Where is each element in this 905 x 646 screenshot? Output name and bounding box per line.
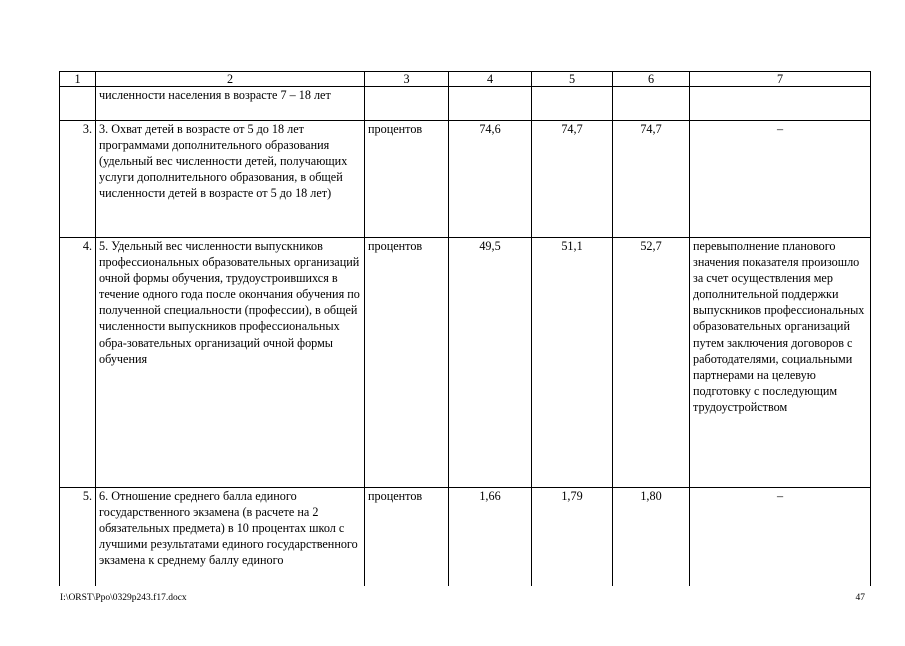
table-row xyxy=(60,121,871,238)
indicator-name: численности населения в возрасте 7 – 18 лет xyxy=(96,87,365,121)
header-col-4: 4 xyxy=(449,72,532,87)
unit xyxy=(365,87,449,121)
note xyxy=(690,87,871,121)
row-number xyxy=(60,87,96,121)
indicator-name: 3. Охват детей в возрасте от 5 до 18 лет программами дополнительного образования (удельный вес численности детей, получающих услуги дополнительного образования, в общей численности детей в возрасте от 5 до 18 лет) xyxy=(96,121,365,238)
header-col-1: 1 xyxy=(60,72,96,87)
value-col-5 xyxy=(532,87,613,121)
table-row xyxy=(60,488,871,588)
file-path: I:\ORST\Ppo\0329p243.f17.docx xyxy=(60,593,187,603)
header-col-5: 5 xyxy=(532,72,613,87)
row-number: 3. xyxy=(60,121,96,238)
unit: процентов xyxy=(365,121,449,238)
value-col-6: 1,80 xyxy=(613,488,690,588)
header-row xyxy=(60,72,871,87)
header-col-3: 3 xyxy=(365,72,449,87)
indicator-name: 5. Удельный вес численности выпускников профессиональных образовательных организаций очной формы обучения, трудоустроившихся в течение одного года после окончания обучения по полученной специальности (профессии), в общей численности выпускников профессиональных обра-зовательных организаций очной формы обучения xyxy=(96,238,365,488)
value-col-6: 52,7 xyxy=(613,238,690,488)
value-col-4: 74,6 xyxy=(449,121,532,238)
indicators-table xyxy=(59,71,871,588)
value-col-4 xyxy=(449,87,532,121)
header-col-7: 7 xyxy=(690,72,871,87)
table-row xyxy=(60,87,871,121)
header-col-2: 2 xyxy=(96,72,365,87)
header-col-6: 6 xyxy=(613,72,690,87)
value-col-4: 1,66 xyxy=(449,488,532,588)
table-row xyxy=(60,238,871,488)
note: – xyxy=(690,488,871,588)
unit: процентов xyxy=(365,488,449,588)
page-number: 47 xyxy=(855,593,865,603)
value-col-6: 74,7 xyxy=(613,121,690,238)
indicator-name: 6. Отношение среднего балла единого государственного экзамена (в расчете на 2 обязательных предмета) в 10 процентах школ с лучшими результатами единого государственного экзамена к среднему баллу единого xyxy=(96,488,365,588)
value-col-5: 1,79 xyxy=(532,488,613,588)
value-col-5: 74,7 xyxy=(532,121,613,238)
value-col-6 xyxy=(613,87,690,121)
note: перевыполнение планового значения показателя произошло за счет осуществления мер дополнительной поддержки выпускников профессиональных образовательных организаций путем заключения договоров с работодателями, социальными партнерами на целевую подготовку с последующим трудоустройством xyxy=(690,238,871,488)
row-number: 4. xyxy=(60,238,96,488)
row-number: 5. xyxy=(60,488,96,588)
value-col-5: 51,1 xyxy=(532,238,613,488)
value-col-4: 49,5 xyxy=(449,238,532,488)
unit: процентов xyxy=(365,238,449,488)
note: – xyxy=(690,121,871,238)
